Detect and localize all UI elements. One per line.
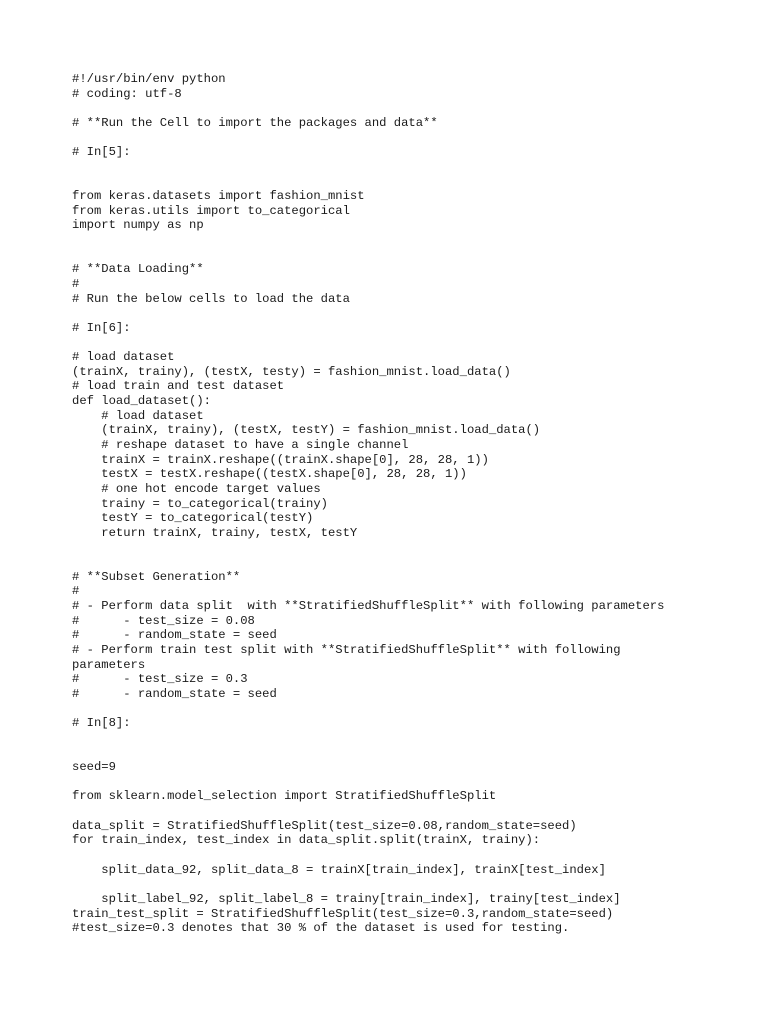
code-line xyxy=(72,848,752,863)
code-line: # In[6]: xyxy=(72,320,131,335)
code-line: trainX = trainX.reshape((trainX.shape[0], 28, 28, 1)) xyxy=(72,452,489,467)
code-line: # - test_size = 0.3 xyxy=(72,672,248,687)
code-line xyxy=(72,731,752,746)
code-line: split_label_92, split_label_8 = trainy[train_index], trainy[test_index] xyxy=(72,891,621,906)
code-line: # - random_state = seed xyxy=(72,686,277,701)
code-line xyxy=(72,336,752,351)
code-line: testY = to_categorical(testY) xyxy=(72,511,314,526)
code-line: seed=9 xyxy=(72,760,116,775)
code-line xyxy=(72,541,752,556)
code-listing xyxy=(72,72,752,936)
code-line: # load dataset xyxy=(72,408,204,423)
code-line xyxy=(72,248,752,263)
code-line xyxy=(72,131,752,146)
code-line: from keras.datasets import fashion_mnist xyxy=(72,189,365,204)
code-line xyxy=(72,233,752,248)
code-line xyxy=(72,174,752,189)
code-line xyxy=(72,160,752,175)
code-line: train_test_split = StratifiedShuffleSplit(test_size=0.3,random_state=seed) xyxy=(72,906,614,921)
code-line: split_data_92, split_data_8 = trainX[train_index], trainX[test_index] xyxy=(72,862,606,877)
code-line xyxy=(72,702,752,717)
code-line: #test_size=0.3 denotes that 30 % of the dataset is used for testing. xyxy=(72,921,570,936)
code-line: for train_index, test_index in data_split.split(trainX, trainy): xyxy=(72,833,541,848)
code-line: (trainX, trainy), (testX, testy) = fashion_mnist.load_data() xyxy=(72,364,511,379)
code-line: # **Run the Cell to import the packages and data** xyxy=(72,115,438,130)
code-line xyxy=(72,745,752,760)
code-line: testX = testX.reshape((testX.shape[0], 28, 28, 1)) xyxy=(72,467,467,482)
code-line: # load dataset xyxy=(72,350,175,365)
code-line xyxy=(72,877,752,892)
code-line: trainy = to_categorical(trainy) xyxy=(72,496,328,511)
code-line: # xyxy=(72,276,80,291)
code-line: # In[8]: xyxy=(72,716,131,731)
code-line xyxy=(72,555,752,570)
code-line: # **Subset Generation** xyxy=(72,569,241,584)
code-line: return trainX, trainy, testX, testY xyxy=(72,525,358,540)
code-line: from keras.utils import to_categorical xyxy=(72,203,350,218)
code-line: # - Perform data split with **StratifiedShuffleSplit** with following parameters xyxy=(72,599,665,614)
code-line xyxy=(72,306,752,321)
code-line: # load train and test dataset xyxy=(72,379,285,394)
code-line xyxy=(72,804,752,819)
code-line: # one hot encode target values xyxy=(72,481,321,496)
code-line: # xyxy=(72,584,80,599)
code-line: from sklearn.model_selection import StratifiedShuffleSplit xyxy=(72,789,497,804)
code-line: #!/usr/bin/env python xyxy=(72,72,226,86)
code-line: # **Data Loading** xyxy=(72,262,204,277)
code-line: # In[5]: xyxy=(72,145,131,160)
code-line: # - random_state = seed xyxy=(72,628,277,643)
code-line: data_split = StratifiedShuffleSplit(test_size=0.08,random_state=seed) xyxy=(72,818,577,833)
code-line: import numpy as np xyxy=(72,218,204,233)
code-line xyxy=(72,775,752,790)
code-line: # - Perform train test split with **StratifiedShuffleSplit** with following xyxy=(72,642,621,657)
code-line: # coding: utf-8 xyxy=(72,86,182,101)
code-line: parameters xyxy=(72,657,146,672)
code-line: # reshape dataset to have a single channel xyxy=(72,438,409,453)
code-line: def load_dataset(): xyxy=(72,394,211,409)
code-line: # - test_size = 0.08 xyxy=(72,613,255,628)
code-line xyxy=(72,101,752,116)
code-line: # Run the below cells to load the data xyxy=(72,291,350,306)
code-line: (trainX, trainy), (testX, testY) = fashion_mnist.load_data() xyxy=(72,423,541,438)
